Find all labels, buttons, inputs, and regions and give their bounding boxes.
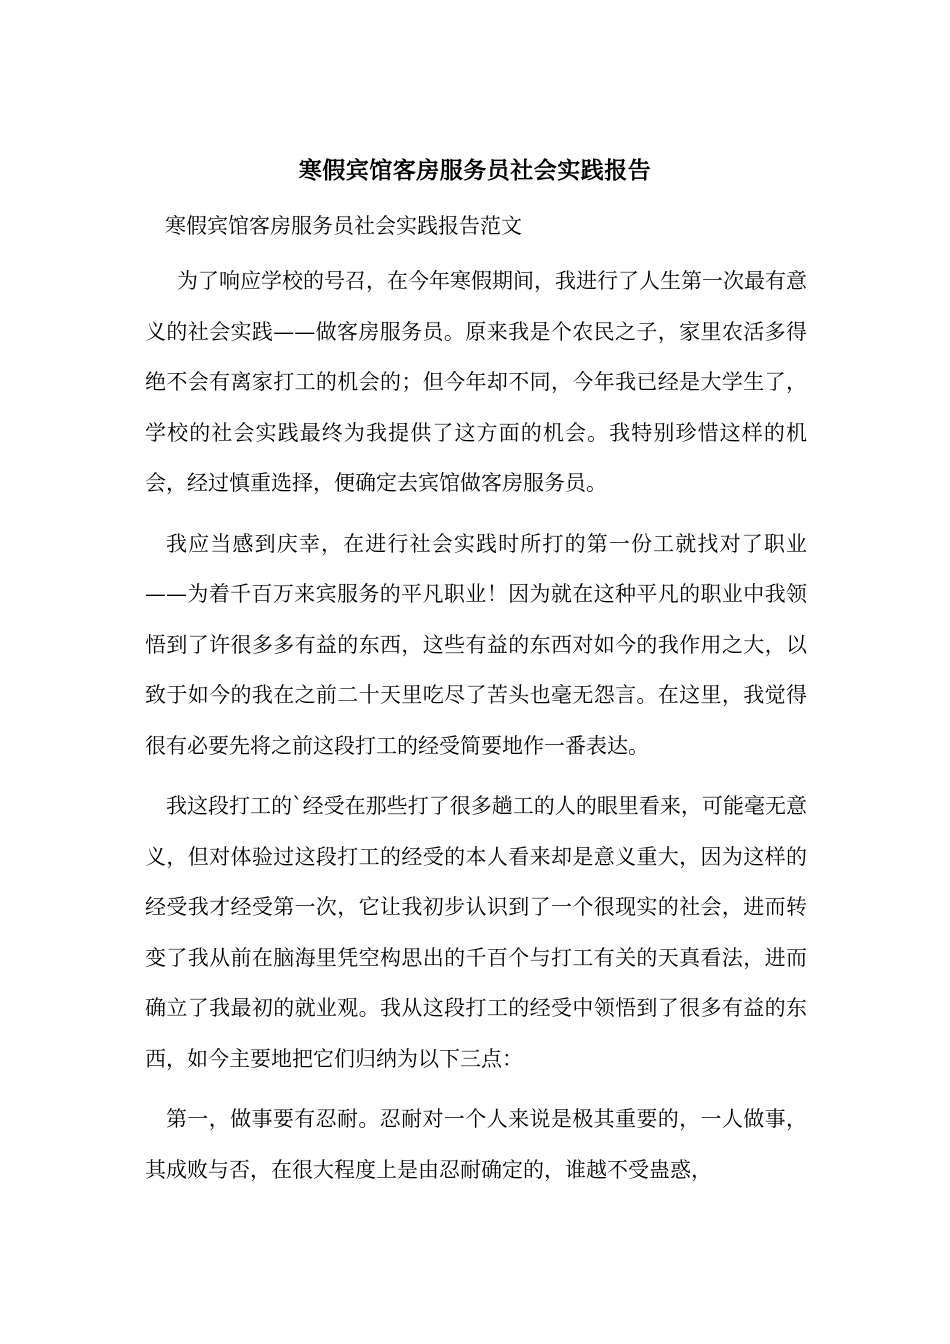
document-body <box>145 256 807 1195</box>
paragraph-4: 第一，做事要有忍耐。忍耐对一个人来说是极其重要的，一人做事，其成败与否，在很大程度上是由忍耐确定的，谁越不受蛊惑， <box>145 1107 807 1182</box>
document-subtitle: 寒假宾馆客房服务员社会实践报告范文 <box>165 214 522 238</box>
paragraph-1: 为了响应学校的号召，在今年寒假期间，我进行了人生第一次最有意义的社会实践——做客房服务员。原来我是个农民之子，家里农活多得绝不会有离家打工的机会的；但今年却不同，今年我已经是大学生了，学校的社会实践最终为我提供了这方面的机会。我特别珍惜这样的机会，经过慎重选择，便确定去宾馆做客房服务员。 <box>145 269 807 495</box>
document-title: 寒假宾馆客房服务员社会实践报告 <box>298 157 652 184</box>
paragraph-3: 我这段打工的`经受在那些打了很多趟工的人的眼里看来，可能毫无意义，但对体验过这段打工的经受的本人看来却是意义重大，因为这样的经受我才经受第一次，它让我初步认识到了一个很现实的社会，进而转变了我从前在脑海里凭空构思出的千百个与打工有关的天真看法，进而确立了我最初的就业观。我从这段打工的经受中领悟到了很多有益的东西，如今主要地把它们归纳为以下三点： <box>145 794 807 1071</box>
paragraph-2: 我应当感到庆幸，在进行社会实践时所打的第一份工就找对了职业——为着千百万来宾服务的平凡职业！因为就在这种平凡的职业中我领悟到了许很多多有益的东西，这些有益的东西对如今的我作用之大，以致于如今的我在之前二十天里吃尽了苦头也毫无怨言。在这里，我觉得很有必要先将之前这段打工的经受简要地作一番表达。 <box>145 531 807 758</box>
